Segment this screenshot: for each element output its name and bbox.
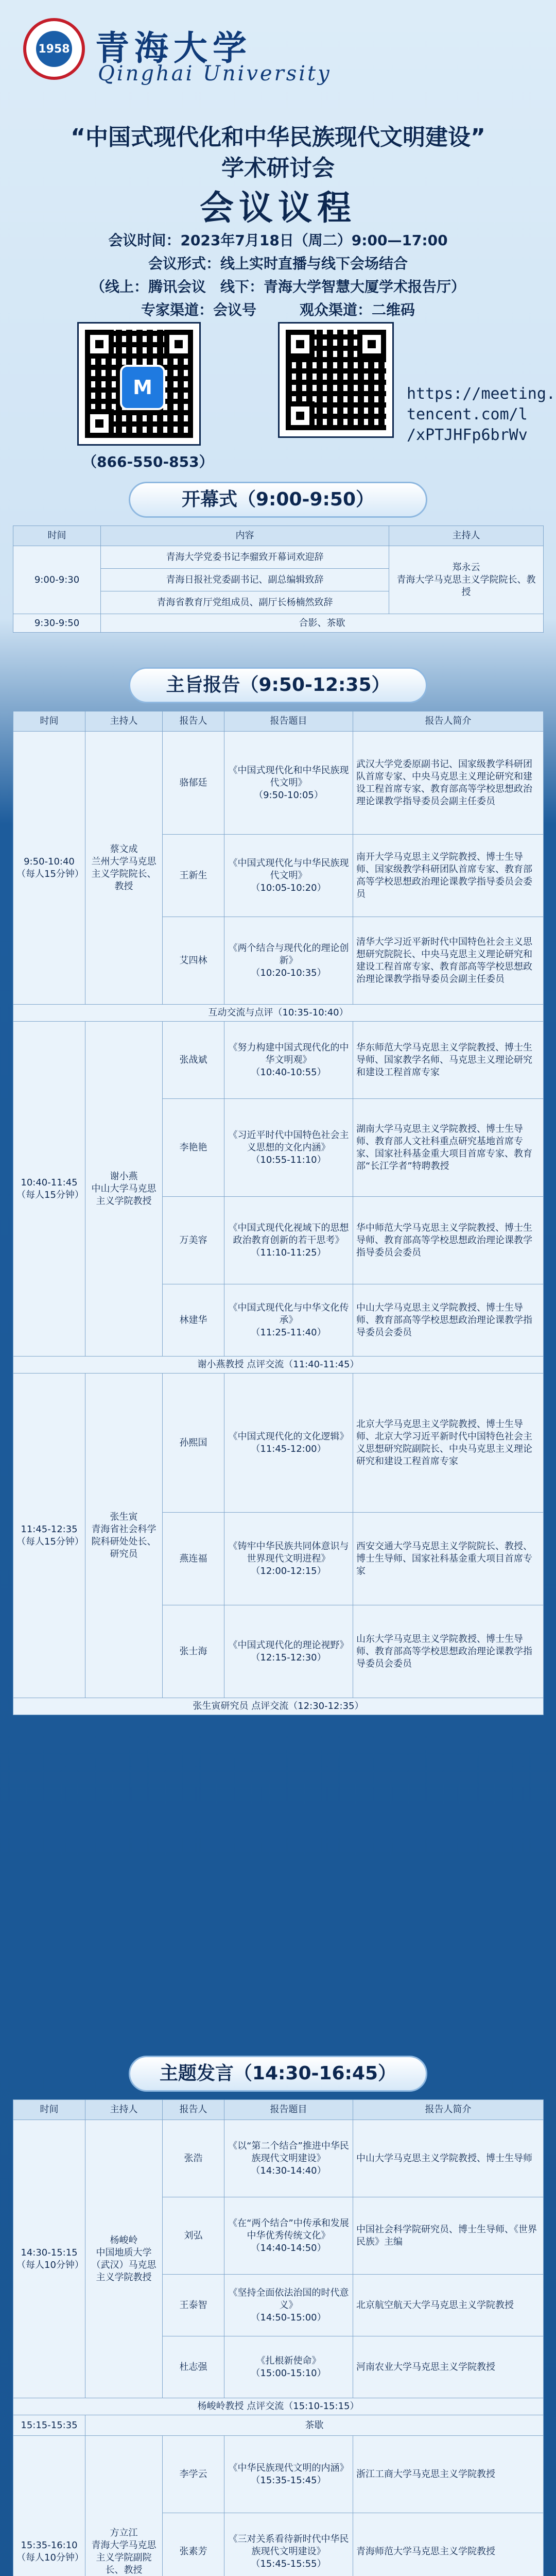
topic-cell: 《努力构建中国式现代化的中华文明观》 （10:40-10:55） bbox=[224, 1022, 353, 1099]
speaker-cell: 王泰智 bbox=[163, 2275, 224, 2336]
keynote-section-banner: 主旨报告（9:50-12:35） bbox=[129, 667, 427, 703]
speaker-cell: 艾四林 bbox=[163, 917, 224, 1005]
topic-cell: 《在“两个结合”中传承和发展中华优秀传统文化》 （14:40-14:50） bbox=[224, 2197, 353, 2275]
tencent-meeting-icon: M bbox=[120, 365, 165, 410]
bio-cell: 华东师范大学马克思主义学院教授、博士生导师、国家教学名师、马克思主义理论研究和建设工程首席专家 bbox=[353, 1022, 544, 1099]
bio-cell: 浙江工商大学马克思主义学院教授 bbox=[353, 2436, 544, 2513]
topic-cell: 《中国式现代化的文化逻辑》 （11:45-12:00） bbox=[224, 1374, 353, 1513]
bio-cell: 中国社会科学院研究员、博士生导师、《世界民族》主编 bbox=[353, 2197, 544, 2275]
speaker-cell: 杜志强 bbox=[163, 2336, 224, 2398]
university-logo bbox=[23, 18, 85, 80]
speaker-cell: 张战斌 bbox=[163, 1022, 224, 1099]
time-cell: 9:50-10:40 （每人15分钟） bbox=[13, 732, 85, 1005]
topic-cell: 《中国式现代化与中华民族现代文明》 （10:05-10:20） bbox=[224, 835, 353, 917]
column-header: 时间 bbox=[13, 526, 101, 546]
host-cell: 方立江 青海大学马克思主义学院副院长、教授 bbox=[85, 2436, 163, 2576]
column-header: 报告人简介 bbox=[353, 2100, 544, 2120]
speaker-cell: 林建华 bbox=[163, 1284, 224, 1357]
qa-row: 谢小燕教授 点评交流（11:40-11:45） bbox=[13, 1357, 544, 1374]
column-header: 主持人 bbox=[85, 2100, 163, 2120]
topic-cell: 《三对关系看待新时代中华民族现代文明建设》 （15:45-15:55） bbox=[224, 2513, 353, 2576]
meeting-qr-code[interactable] bbox=[77, 322, 201, 446]
meeting-number: （866-550-853） bbox=[82, 453, 214, 470]
host-cell: 张生寅 青海省社会科学院科研处处长、研究员 bbox=[85, 1374, 163, 1698]
host-cell: 杨峻岭 中国地质大学（武汉）马克思主义学院教授 bbox=[85, 2120, 163, 2398]
info-format: 会议形式：线上实时直播与线下会场结合 bbox=[148, 255, 408, 272]
time-cell: 10:40-11:45 （每人15分钟） bbox=[13, 1022, 85, 1357]
theme-table bbox=[13, 2099, 544, 2576]
title-line-1: “中国式现代化和中华民族现代文明建设” bbox=[71, 124, 485, 150]
agenda-item: 青海日报社党委副书记、副总编辑致辞 bbox=[101, 569, 389, 591]
column-header: 时间 bbox=[13, 2100, 85, 2120]
agenda-item: 青海大学党委书记李骝致开幕词欢迎辞 bbox=[101, 546, 389, 569]
header bbox=[0, 0, 556, 93]
info-venue: （线上：腾讯会议 线下：青海大学智慧大厦学术报告厅） bbox=[90, 278, 465, 295]
topic-cell: 《中华民族现代文明的内涵》 （15:35-15:45） bbox=[224, 2436, 353, 2513]
url-line: /xPTJHFp6brWv bbox=[407, 426, 528, 444]
time-cell: 9:00-9:30 bbox=[13, 546, 101, 614]
topic-cell: 《中国式现代化的理论视野》 （12:15-12:30） bbox=[224, 1605, 353, 1698]
info-time: 会议时间：2023年7月18日（周二）9:00—17:00 bbox=[108, 232, 448, 249]
speaker-cell: 张士海 bbox=[163, 1605, 224, 1698]
speaker-cell: 李艳艳 bbox=[163, 1099, 224, 1197]
host-cell: 谢小燕 中山大学马克思主义学院教授 bbox=[85, 1022, 163, 1357]
speaker-cell: 孙熙国 bbox=[163, 1374, 224, 1513]
bio-cell: 武汉大学党委原副书记、国家级教学科研团队首席专家、中央马克思主义理论研究和建设工程首席专家、教育部高等学校思想政治理论课教学指导委员会副主任委员 bbox=[353, 732, 544, 835]
speaker-cell: 燕连福 bbox=[163, 1513, 224, 1605]
speaker-cell: 李学云 bbox=[163, 2436, 224, 2513]
agenda-item: 合影、茶歇 bbox=[101, 614, 544, 633]
bio-cell: 山东大学马克思主义学院教授、博士生导师、教育部高等学校思想政治理论课教学指导委员会委员 bbox=[353, 1605, 544, 1698]
bio-cell: 河南农业大学马克思主义学院教授 bbox=[353, 2336, 544, 2398]
time-cell: 14:30-15:15 （每人10分钟） bbox=[13, 2120, 85, 2398]
bio-cell: 中山大学马克思主义学院教授、博士生导师、教育部高等学校思想政治理论课教学指导委员会委员 bbox=[353, 1284, 544, 1357]
speaker-cell: 骆郁廷 bbox=[163, 732, 224, 835]
topic-cell: 《中国式现代化与中华文化传承》 （11:25-11:40） bbox=[224, 1284, 353, 1357]
time-cell: 15:35-16:10 （每人10分钟） bbox=[13, 2436, 85, 2576]
bio-cell: 华中师范大学马克思主义学院教授、博士生导师、教育部高等学校思想政治理论课教学指导委员会委员 bbox=[353, 1197, 544, 1284]
bio-cell: 北京大学马克思主义学院教授、博士生导师、北京大学习近平新时代中国特色社会主义思想研究院副院长、中央马克思主义理论研究和建设工程首席专家 bbox=[353, 1374, 544, 1513]
column-header: 内容 bbox=[101, 526, 389, 546]
university-name-en: Qinghai University bbox=[98, 62, 332, 86]
viewer-qr-code[interactable] bbox=[278, 322, 394, 438]
qa-row: 杨峻岭教授 点评交流（15:10-15:15） bbox=[13, 2398, 544, 2415]
break-row: 茶歇 bbox=[85, 2415, 544, 2436]
column-header: 主持人 bbox=[389, 526, 544, 546]
column-header: 主持人 bbox=[85, 711, 163, 732]
column-header: 时间 bbox=[13, 711, 85, 732]
host-cell: 蔡文成 兰州大学马克思主义学院院长、教授 bbox=[85, 732, 163, 1005]
qa-row: 互动交流与点评（10:35-10:40） bbox=[13, 1005, 544, 1022]
speaker-cell: 万美容 bbox=[163, 1197, 224, 1284]
topic-cell: 《习近平时代中国特色社会主义思想的文化内涵》 （10:55-11:10） bbox=[224, 1099, 353, 1197]
agenda-item: 青海省教育厅党组成员、副厅长杨楠然致辞 bbox=[101, 591, 389, 614]
keynote-table bbox=[13, 711, 544, 1715]
topic-cell: 《铸牢中华民族共同体意识与世界现代文明进程》 （12:00-12:15） bbox=[224, 1513, 353, 1605]
speaker-cell: 张浩 bbox=[163, 2120, 224, 2197]
university-name-cn: 青海大学 bbox=[95, 28, 252, 68]
url-line: https://meeting. bbox=[407, 385, 555, 403]
speaker-cell: 刘弘 bbox=[163, 2197, 224, 2275]
bio-cell: 清华大学习近平新时代中国特色社会主义思想研究院院长、中央马克思主义理论研究和建设工程首席专家、教育部高等学校思想政治理论课教学指导委员会副主任委员 bbox=[353, 917, 544, 1005]
qa-row: 张生寅研究员 点评交流（12:30-12:35） bbox=[13, 1698, 544, 1715]
column-header: 报告题目 bbox=[224, 711, 353, 732]
url-line: tencent.com/l bbox=[407, 405, 528, 423]
bio-cell: 湖南大学马克思主义学院教授、博士生导师、教育部人文社科重点研究基地首席专家、国家社科基金重大项目首席专家、教育部“长江学者”特聘教授 bbox=[353, 1099, 544, 1197]
speaker-cell: 王新生 bbox=[163, 835, 224, 917]
bio-cell: 南开大学马克思主义学院教授、博士生导师、国家级教学科研团队首席专家、教育部高等学校思想政治理论课教学指导委员会委员 bbox=[353, 835, 544, 917]
meeting-url[interactable] bbox=[407, 384, 555, 446]
topic-cell: 《扎根新使命》 （15:00-15:10） bbox=[224, 2336, 353, 2398]
host-cell: 郑永云 青海大学马克思主义学院院长、教授 bbox=[389, 546, 544, 614]
bio-cell: 青海师范大学马克思主义学院教授 bbox=[353, 2513, 544, 2576]
speaker-cell: 张素芳 bbox=[163, 2513, 224, 2576]
opening-table bbox=[13, 526, 544, 633]
topic-cell: 《以“第二个结合”推进中华民族现代文明建设》 （14:30-14:40） bbox=[224, 2120, 353, 2197]
topic-cell: 《中国式现代化视域下的思想政治教育创新的若干思考》 （11:10-11:25） bbox=[224, 1197, 353, 1284]
column-header: 报告人 bbox=[163, 711, 224, 732]
bio-cell: 北京航空航天大学马克思主义学院教授 bbox=[353, 2275, 544, 2336]
topic-cell: 《中国式现代化和中华民族现代文明》 （9:50-10:05） bbox=[224, 732, 353, 835]
bio-cell: 中山大学马克思主义学院教授、博士生导师 bbox=[353, 2120, 544, 2197]
column-header: 报告题目 bbox=[224, 2100, 353, 2120]
time-cell: 9:30-9:50 bbox=[13, 614, 101, 633]
topic-cell: 《坚持全面依法治国的时代意义》 （14:50-15:00） bbox=[224, 2275, 353, 2336]
column-header: 报告人 bbox=[163, 2100, 224, 2120]
time-cell: 15:15-15:35 bbox=[13, 2415, 85, 2436]
topic-cell: 《两个结合与现代化的理论创新》 （10:20-10:35） bbox=[224, 917, 353, 1005]
logo-text: 1958 bbox=[36, 31, 72, 67]
theme-section-banner: 主题发言（14:30-16:45） bbox=[129, 2056, 427, 2092]
title-line-2: 学术研讨会 bbox=[221, 155, 335, 181]
info-channels: 专家渠道：会议号 观众渠道：二维码 bbox=[141, 301, 415, 318]
column-header: 报告人简介 bbox=[353, 711, 544, 732]
page-title: 会议议程 bbox=[200, 188, 356, 228]
opening-section-banner: 开幕式（9:00-9:50） bbox=[129, 482, 427, 518]
time-cell: 11:45-12:35 （每人15分钟） bbox=[13, 1374, 85, 1698]
bio-cell: 西安交通大学马克思主义学院院长、教授、博士生导师、国家社科基金重大项目首席专家 bbox=[353, 1513, 544, 1605]
